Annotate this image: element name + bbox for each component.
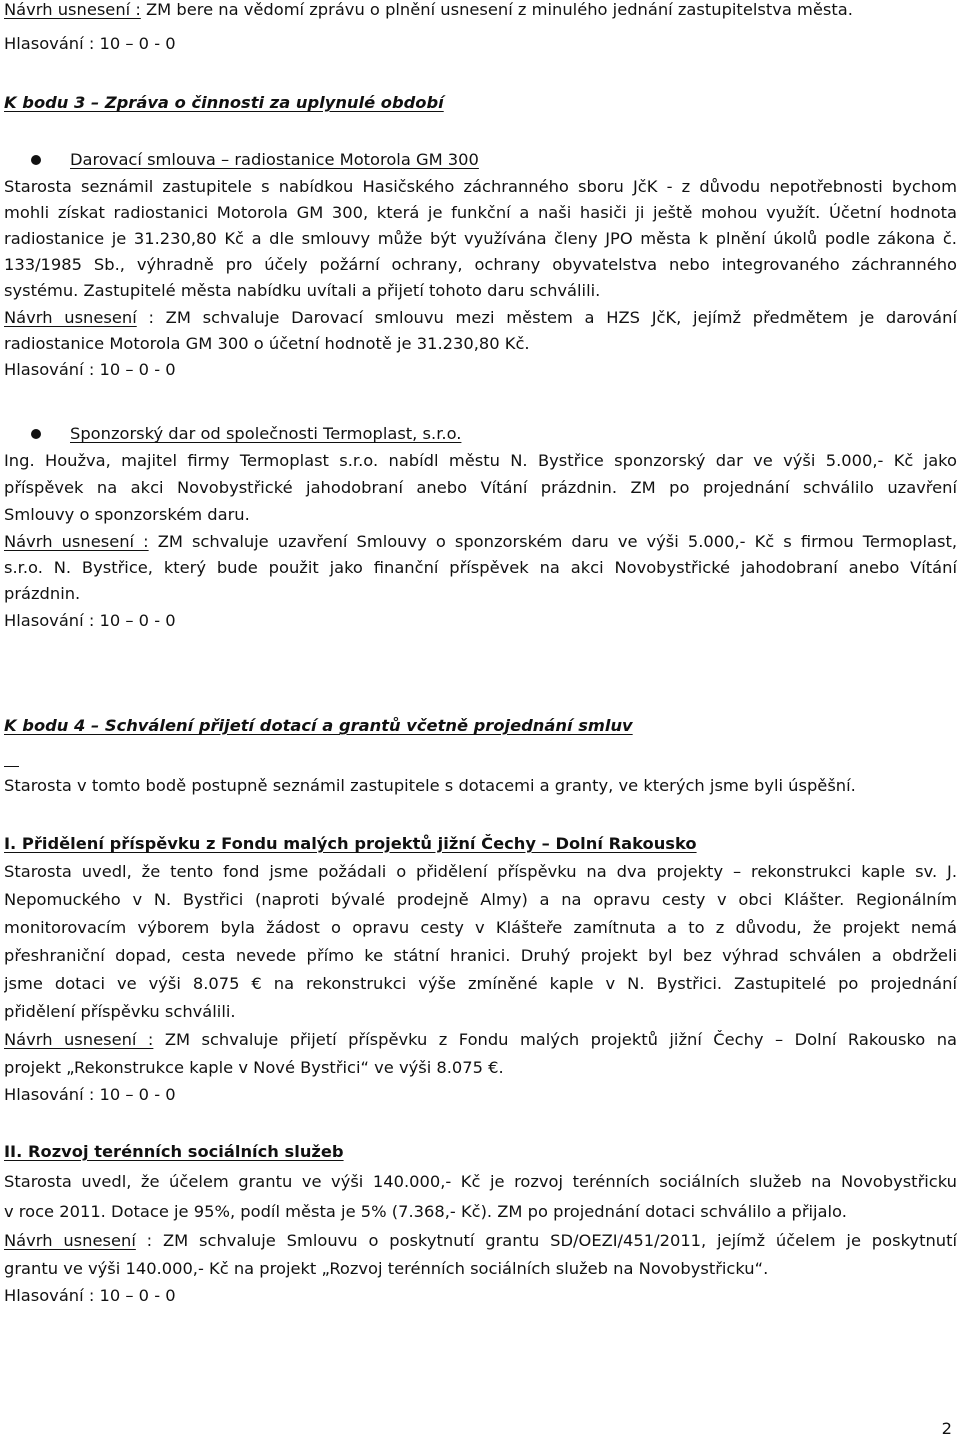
paragraph-line: Starosta seznámil zastupitele s nabídkou Hasičského záchranného sboru JčK - z důvodu nepotřebnosti bychom (4, 177, 957, 196)
paragraph-line: příspěvek na akci Novobystřické jahodobraní anebo Vítání prázdnin. ZM po projednání schválilo uzavření (4, 478, 957, 497)
resolution-label: Návrh usnesení (4, 1231, 136, 1250)
resolution-line: projekt „Rekonstrukce kaple v Nové Bystřici“ ve výši 8.075 €. (4, 1058, 504, 1077)
subsection-heading-rozvoj: II. Rozvoj terénních sociálních služeb (4, 1142, 344, 1161)
paragraph-line: v roce 2011. Dotace je 95%, podíl města je 5% (7.368,- Kč). ZM po projednání dotaci schválilo a přijalo. (4, 1202, 847, 1221)
resolution-line: Návrh usnesení : ZM schvaluje Smlouvu o poskytnutí grantu SD/OEZI/451/2011, jejímž účelem je poskytnutí (4, 1231, 957, 1250)
paragraph-line: přeshraniční dopad, cesta nevede přímo ke státní hranici. Druhý projekt byl bez výhrad schválen a obdrželi (4, 946, 957, 965)
bullet-icon (31, 429, 41, 439)
paragraph-line: Nepomuckého v N. Bystřici (naproti bývalé prodejně Almy) a na opravu cesty v obci Klášter. Regionálním (4, 890, 957, 909)
paragraph-line: systému. Zastupitelé města nabídku uvítali a přijetí tohoto daru schválili. (4, 281, 601, 300)
vote-line: Hlasování : 10 – 0 - 0 (4, 1286, 176, 1305)
section-heading-bod3: K bodu 3 – Zpráva o činnosti za uplynulé období (4, 93, 444, 112)
resolution-label: Návrh usnesení : (4, 532, 149, 551)
separator-dash (4, 766, 19, 767)
bullet-icon (31, 155, 41, 165)
resolution-line (4, 0, 957, 20)
subsection-heading-fond: I. Přidělení příspěvku z Fondu malých projektů jižní Čechy – Dolní Rakousko (4, 834, 697, 853)
paragraph-line: Smlouvy o sponzorském daru. (4, 505, 250, 524)
paragraph-line: Starosta v tomto bodě postupně seznámil zastupitele s dotacemi a granty, ve kterých jsme byli úspěšní. (4, 776, 856, 795)
resolution-line: Návrh usnesení : ZM schvaluje Darovací smlouvu mezi městem a HZS JčK, jejímž předmětem je darování (4, 308, 957, 327)
page-number: 2 (941, 1419, 952, 1438)
paragraph-line: jsme dotaci ve výši 8.075 € na rekonstrukci výše zmíněné kaple v N. Bystřici. Zastupitelé po projednání (4, 974, 957, 993)
paragraph-line: Starosta uvedl, že účelem grantu ve výši 140.000,- Kč je rozvoj terénních sociálních služeb na Novobystřicku (4, 1172, 957, 1191)
resolution-text: ZM bere na vědomí zprávu o plnění usnesení z minulého jednání zastupitelstva města. (140, 0, 853, 19)
vote-line: Hlasování : 10 – 0 - 0 (4, 611, 176, 630)
paragraph-line: přidělení příspěvku schválili. (4, 1002, 236, 1021)
item-title-sponzorsky-dar: Sponzorský dar od společnosti Termoplast, s.r.o. (70, 424, 462, 443)
paragraph-line: 133/1985 Sb., výhradně pro účely požární ochrany, ochrany obyvatelstva nebo integrovaného záchranného (4, 255, 957, 274)
vote-line: Hlasování : 10 – 0 - 0 (4, 34, 176, 53)
item-title-darovaci-smlouva: Darovací smlouva – radiostanice Motorola GM 300 (70, 150, 479, 169)
paragraph-line: mohli získat radiostanici Motorola GM 300, která je funkční a naši hasiči ji ještě mohou využít. Účetní hodnota (4, 203, 957, 222)
paragraph-line: monitorovacím výborem byla žádost o opravu cesty v Klášteře zamítnuta a to z důvodu, že projekt nemá (4, 918, 957, 937)
vote-line: Hlasování : 10 – 0 - 0 (4, 1085, 176, 1104)
vote-line: Hlasování : 10 – 0 - 0 (4, 360, 176, 379)
paragraph-line: radiostanice je 31.230,80 Kč a dle smlouvy může být využívána členy JPO města k plnění úkolů podle zákona č. (4, 229, 957, 248)
resolution-label: Návrh usnesení : (4, 1030, 154, 1049)
paragraph-line: Ing. Houžva, majitel firmy Termoplast s.r.o. nabídl městu N. Bystřice sponzorský dar ve výši 5.000,- Kč jako (4, 451, 957, 470)
resolution-line: Návrh usnesení : ZM schvaluje přijetí příspěvku z Fondu malých projektů jižní Čechy – Dolní Rakousko na (4, 1030, 957, 1049)
resolution-label: Návrh usnesení (4, 308, 137, 327)
resolution-line: s.r.o. N. Bystřice, který bude použit jako finanční příspěvek na akci Novobystřické jahodobraní anebo Vítání (4, 558, 957, 577)
resolution-line: Návrh usnesení : ZM schvaluje uzavření Smlouvy o sponzorském daru ve výši 5.000,- Kč s firmou Termoplast, (4, 532, 957, 551)
resolution-line: grantu ve výši 140.000,- Kč na projekt „Rozvoj terénních sociálních služeb na Novobystřicku“. (4, 1259, 769, 1278)
resolution-label: Návrh usnesení : (4, 0, 141, 19)
resolution-line: prázdnin. (4, 584, 81, 603)
paragraph-line: Starosta uvedl, že tento fond jsme požádali o přidělení příspěvku na dva projekty – rekonstrukci kaple sv. J. (4, 862, 957, 881)
section-heading-bod4: K bodu 4 – Schválení přijetí dotací a grantů včetně projednání smluv (4, 716, 633, 735)
resolution-line: radiostanice Motorola GM 300 o účetní hodnotě je 31.230,80 Kč. (4, 334, 530, 353)
